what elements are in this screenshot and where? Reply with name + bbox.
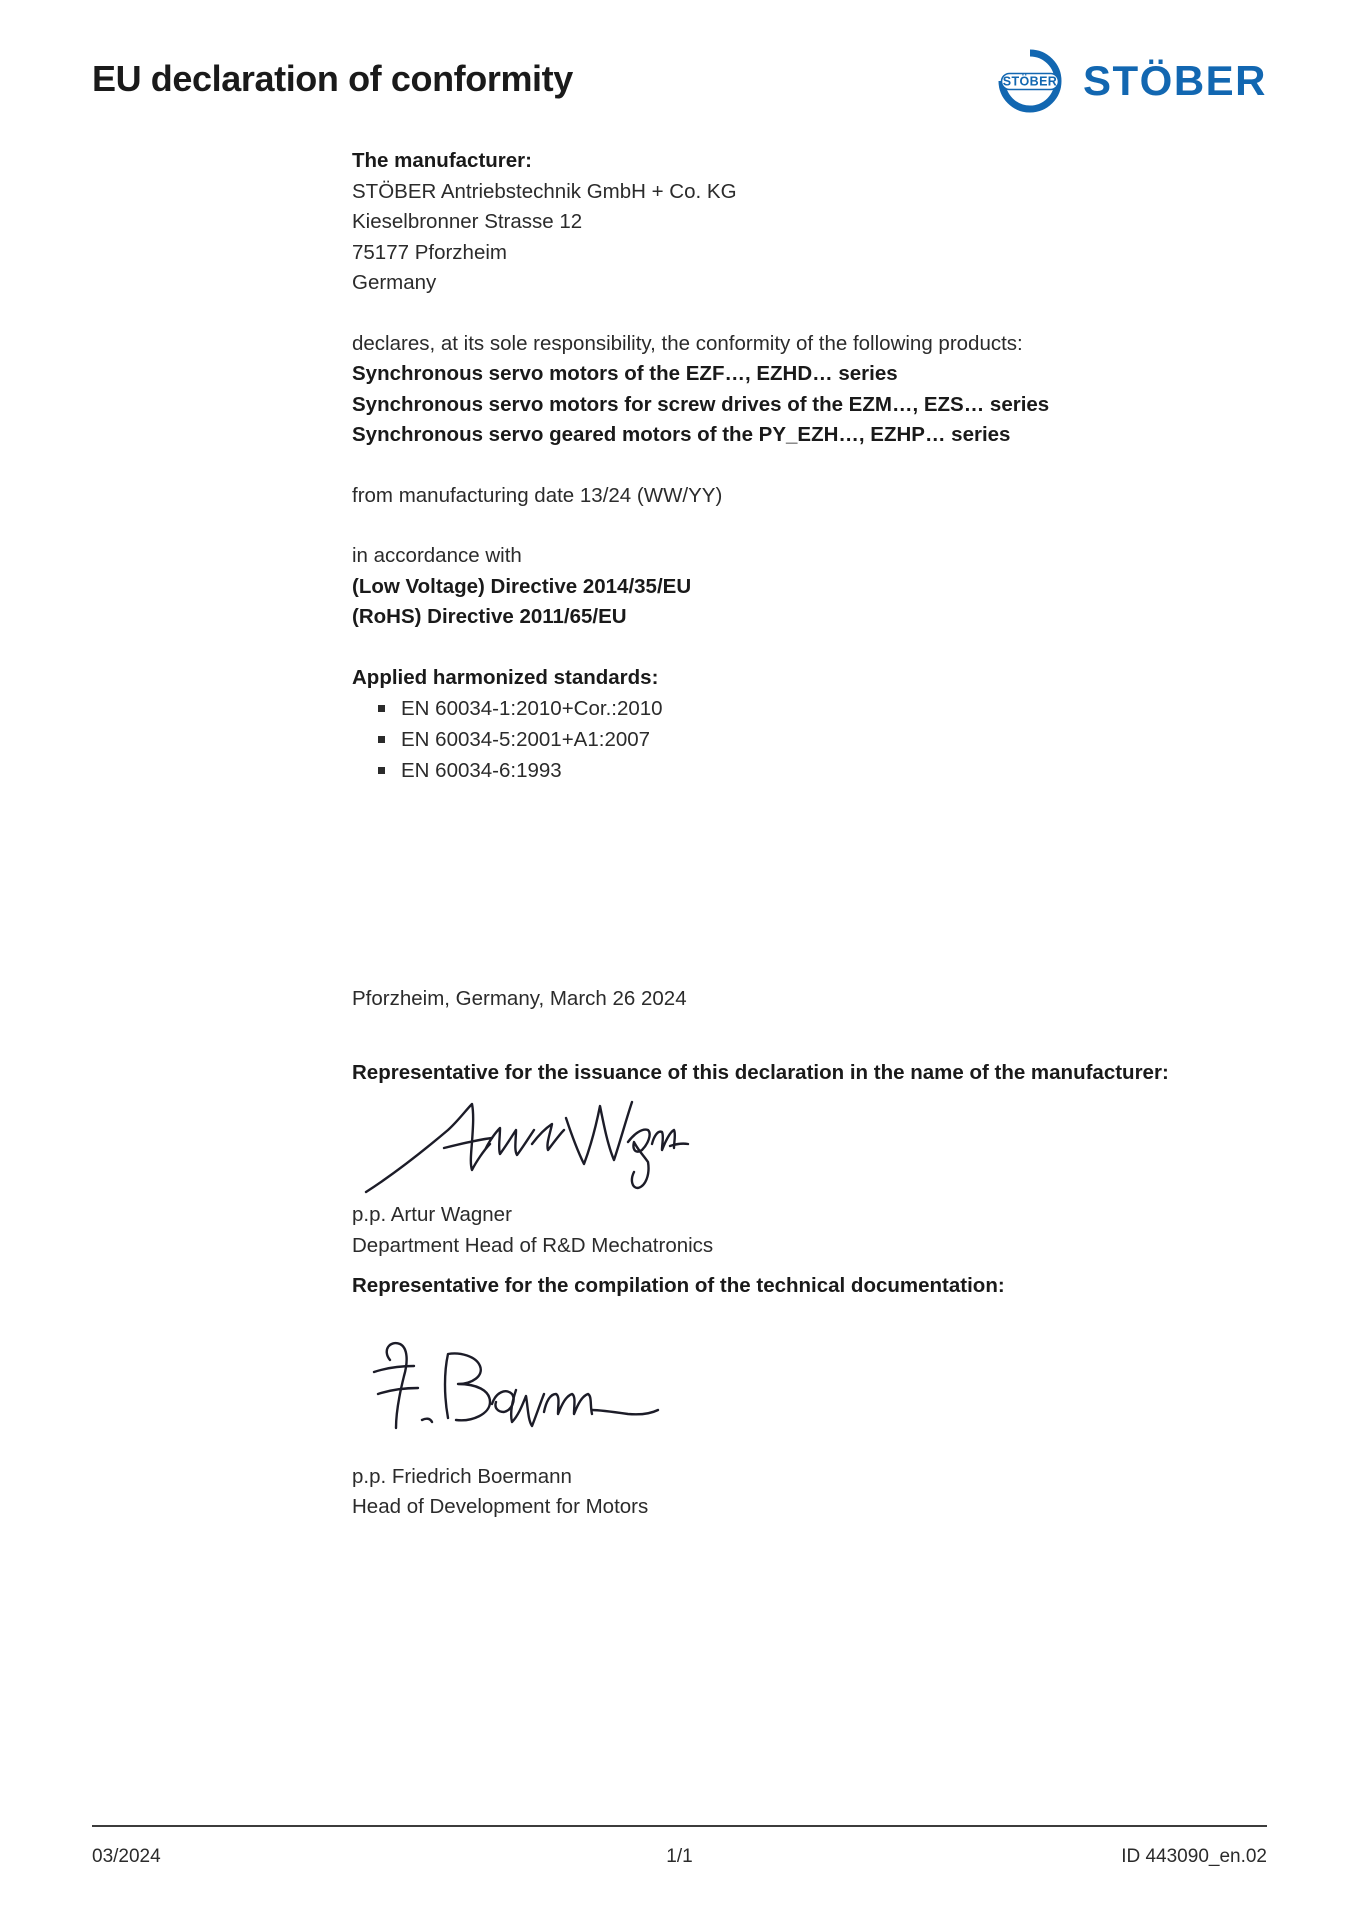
manufacturer-street: Kieselbronner Strasse 12 [352,210,583,233]
footer-page-number: 1/1 [666,1846,693,1867]
stober-wordmark: STÖBER [1082,57,1267,104]
spacer [352,451,1252,481]
manufacturer-company: STÖBER Antriebstechnik GmbH + Co. KG [352,179,737,203]
list-item [378,693,1252,724]
directive-low-voltage: (Low Voltage) Directive 2014/35/EU [352,574,692,598]
representative-statement-documentation: Representative for the compilation of the technical documentation: [352,1274,1005,1297]
footer-divider [92,1825,1267,1827]
spacer [352,786,1252,984]
stober-logo [997,48,1267,114]
declaration-block [352,329,1252,451]
document-footer [92,1825,1267,1868]
manufacturer-city: 75177 Pforzheim [352,240,507,264]
list-item [378,755,1252,786]
standard-text: EN 60034-6:1993 [401,759,562,782]
signatory-block-1 [352,1058,1252,1262]
product-line-3: Synchronous servo geared motors of the PY_EZH…, EZHP… series [352,423,1011,446]
svg-text:STÖBER: STÖBER [1002,74,1058,89]
square-bullet-icon [378,767,385,774]
representative-statement-issuance: Representative for the issuance of this declaration in the name of the manufacturer: [352,1060,1169,1084]
spacer [352,511,1252,541]
manufacturer-block [352,146,1252,299]
page-title: EU declaration of conformity [92,58,573,99]
standard-text: EN 60034-1:2010+Cor.:2010 [401,697,663,720]
signatory-role-2: Head of Development for Motors [352,1495,649,1518]
standards-list [352,693,1252,786]
manufacturer-heading: The manufacturer: [352,149,532,172]
spacer [352,299,1252,329]
spacer [352,1015,1252,1058]
signature-area-2 [352,1302,1252,1462]
product-line-2: Synchronous servo motors for screw drives of the EZM…, EZS… series [352,392,1050,416]
artur-wagner-signature [360,1088,690,1200]
signatory-name-1: p.p. Artur Wagner [352,1203,512,1226]
square-bullet-icon [378,705,385,712]
directive-rohs: (RoHS) Directive 2011/65/EU [352,605,627,628]
signature-area-1 [352,1088,1252,1200]
document-body [352,146,1252,1523]
signatory-block-2 [352,1271,1252,1523]
friedrich-boermann-signature [360,1332,660,1432]
manufacturing-date: from manufacturing date 13/24 (WW/YY) [352,483,723,507]
square-bullet-icon [378,736,385,743]
footer-date: 03/2024 [92,1846,161,1867]
signatory-role-1: Department Head of R&D Mechatronics [352,1233,714,1257]
directives-block [352,541,1252,633]
declaration-intro: declares, at its sole responsibility, the conformity of the following products: [352,331,1023,355]
standards-heading: Applied harmonized standards: [352,665,659,689]
place-and-date: Pforzheim, Germany, March 26 2024 [352,987,687,1010]
stober-circle-icon [997,48,1063,114]
spacer [352,633,1252,663]
product-line-1: Synchronous servo motors of the EZF…, EZHD… series [352,362,898,385]
standard-text: EN 60034-5:2001+A1:2007 [401,728,651,751]
footer-row [92,1846,1267,1868]
directives-intro: in accordance with [352,544,522,567]
document-header [0,0,1357,140]
standards-block [352,663,1252,787]
spacer [352,1261,1252,1271]
manufacturer-country: Germany [352,271,437,294]
footer-document-id: ID 443090_en.02 [1121,1846,1267,1867]
list-item [378,724,1252,755]
signatory-name-2: p.p. Friedrich Boermann [352,1464,572,1488]
